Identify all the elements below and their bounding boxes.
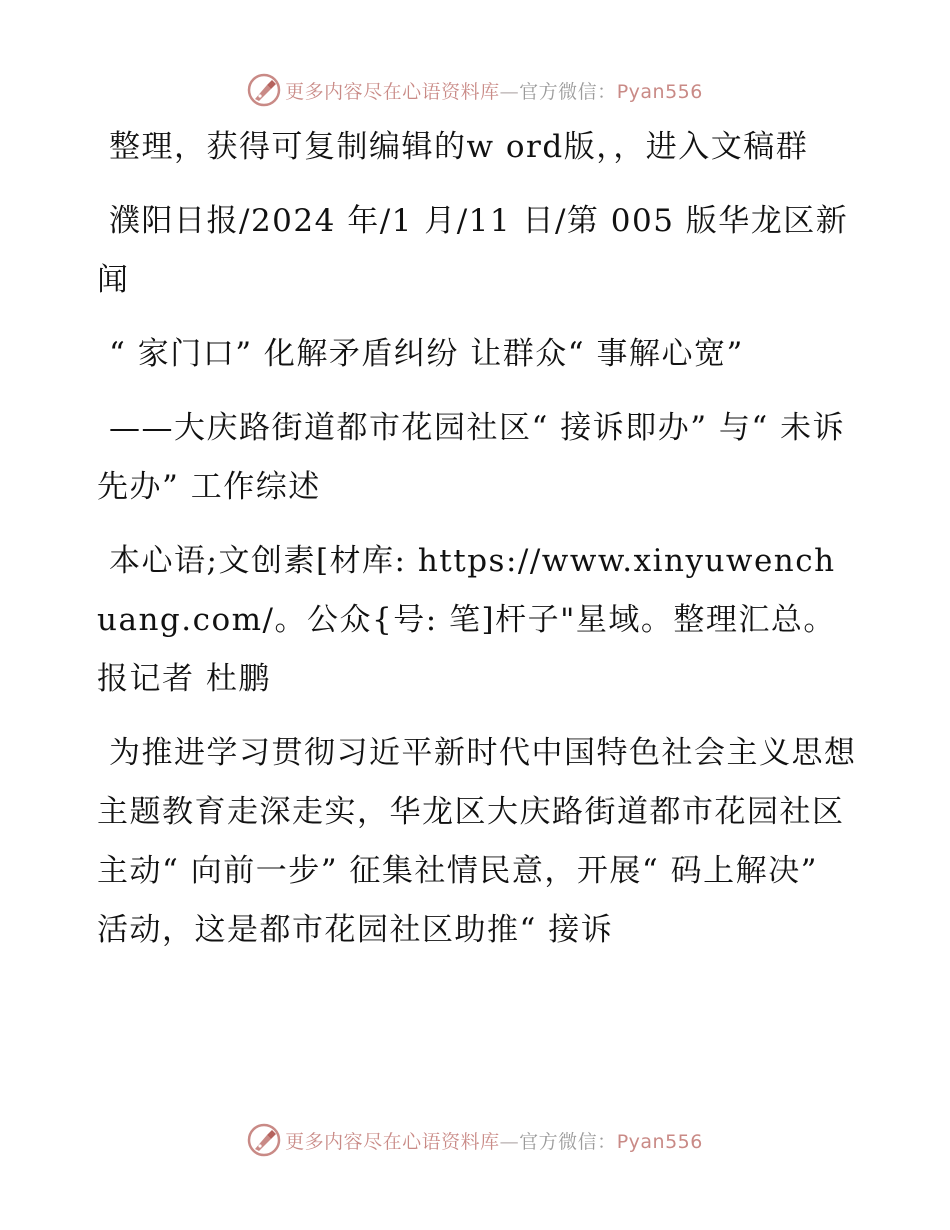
paragraph-source: 濮阳日报/2024 年/1 月/11 日/第 005 版华龙区新闻 (97, 203, 849, 298)
watermark-site-text: 更多内容尽在心语资料库 (285, 1130, 500, 1153)
paragraph-byline: 本心语;文创素[材库: https://www.xinyuwenchuang.com/。公众{号: 笔]杆子"星域。整理汇总。报记者 杜鹏 (97, 543, 836, 697)
watermark-wechat-label: 官方微信： (519, 1130, 617, 1153)
header-watermark (0, 70, 950, 110)
fountain-pen-logo-icon (247, 73, 281, 107)
fountain-pen-logo-icon (247, 1123, 281, 1157)
article-title: “ 家门口” 化解矛盾纠纷 让群众“ 事解心宽” (109, 336, 744, 372)
watermark-text (285, 77, 703, 104)
footer-watermark (0, 1120, 950, 1160)
watermark-wechat-id: Pyan556 (616, 1130, 703, 1153)
document-body (97, 118, 857, 975)
paragraph-notice: 整理，获得可复制编辑的w ord版，，进入文稿群 (109, 129, 809, 165)
watermark-separator: — (499, 80, 520, 103)
watermark-wechat-id: Pyan556 (616, 80, 703, 103)
watermark-wechat-label: 官方微信： (519, 80, 617, 103)
watermark-text (285, 1127, 703, 1154)
paragraph-body: 为推进学习贯彻习近平新时代中国特色社会主义思想主题教育走深走实，华龙区大庆路街道都市花园社区主动“ 向前一步” 征集社情民意，开展“ 码上解决” 活动，这是都市花园社区助推“ 接诉 (97, 735, 857, 948)
watermark-site-text: 更多内容尽在心语资料库 (285, 80, 500, 103)
article-subtitle: ——大庆路街道都市花园社区“ 接诉即办” 与“ 未诉先办” 工作综述 (97, 410, 846, 505)
watermark-separator: — (499, 1130, 520, 1153)
